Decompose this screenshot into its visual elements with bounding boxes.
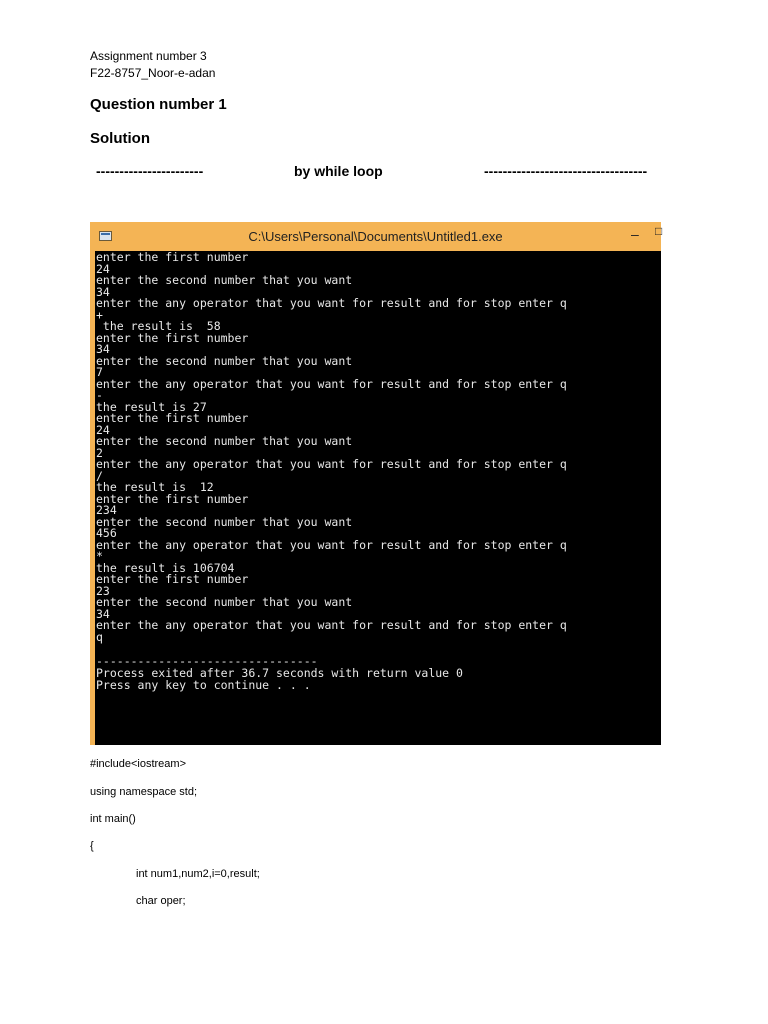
assignment-line: Assignment number 3 (90, 49, 207, 63)
console-line: enter the second number that you want (96, 515, 353, 529)
code-line: int main() (90, 813, 136, 825)
console-line: 2 (96, 446, 103, 460)
student-line: F22-8757_Noor-e-adan (90, 66, 216, 80)
question-heading: Question number 1 (90, 96, 227, 113)
console-line: enter the second number that you want (96, 273, 353, 287)
code-line: using namespace std; (90, 786, 198, 798)
code-line: char oper; (136, 895, 186, 907)
console-line: the result is 106704 (96, 561, 235, 575)
console-line: enter the first number (96, 492, 249, 506)
section-left-dashes: ----------------------- (96, 163, 204, 179)
console-line: + (96, 308, 103, 322)
console-line: enter the second number that you want (96, 434, 353, 448)
solution-heading: Solution (90, 130, 150, 147)
console-line: enter the second number that you want (96, 354, 353, 368)
console-line: enter the first number (96, 411, 249, 425)
console-line: the result is 27 (96, 400, 207, 414)
console-line: 456 (96, 526, 117, 540)
console-line: enter the any operator that you want for result and for stop enter q (96, 377, 567, 391)
console-line: enter the any operator that you want for result and for stop enter q (96, 457, 567, 471)
console-line: enter the first number (96, 250, 249, 264)
console-line: -------------------------------- (96, 654, 318, 668)
console-line: 34 (96, 342, 110, 356)
console-line: Process exited after 36.7 seconds with return value 0 (96, 666, 463, 680)
console-line: enter the any operator that you want for result and for stop enter q (96, 296, 567, 310)
section-right-dashes: ----------------------------------- (484, 163, 648, 179)
console-line: 24 (96, 423, 110, 437)
section-title: by while loop (294, 163, 383, 179)
console-line: enter the second number that you want (96, 595, 353, 609)
console-line: enter the first number (96, 331, 249, 345)
console-title: C:\Users\Personal\Documents\Untitled1.exe (248, 229, 503, 244)
code-line: { (90, 840, 94, 852)
console-line: the result is 12 (96, 480, 214, 494)
console-line: 23 (96, 584, 110, 598)
console-line: 34 (96, 607, 110, 621)
console-line: 24 (96, 262, 110, 276)
console-line: enter the first number (96, 572, 249, 586)
console-line: 7 (96, 365, 103, 379)
console-line: Press any key to continue . . . (96, 678, 311, 692)
console-window-screenshot (90, 222, 661, 745)
console-line: the result is 58 (96, 319, 221, 333)
console-line: 34 (96, 285, 110, 299)
console-titlebar (90, 222, 661, 251)
console-line: - (96, 388, 103, 402)
code-line: int num1,num2,i=0,result; (136, 868, 260, 880)
console-line: q (96, 630, 103, 644)
section-title-row (96, 163, 676, 183)
console-line: enter the any operator that you want for result and for stop enter q (96, 618, 567, 632)
console-line: * (96, 549, 103, 563)
console-line: / (96, 469, 103, 483)
console-output (95, 251, 661, 745)
console-line: 234 (96, 503, 117, 517)
minimize-icon: – (631, 226, 639, 242)
code-line: #include<iostream> (90, 758, 187, 770)
maximize-icon: □ (655, 224, 663, 238)
console-line: enter the any operator that you want for result and for stop enter q (96, 538, 567, 552)
